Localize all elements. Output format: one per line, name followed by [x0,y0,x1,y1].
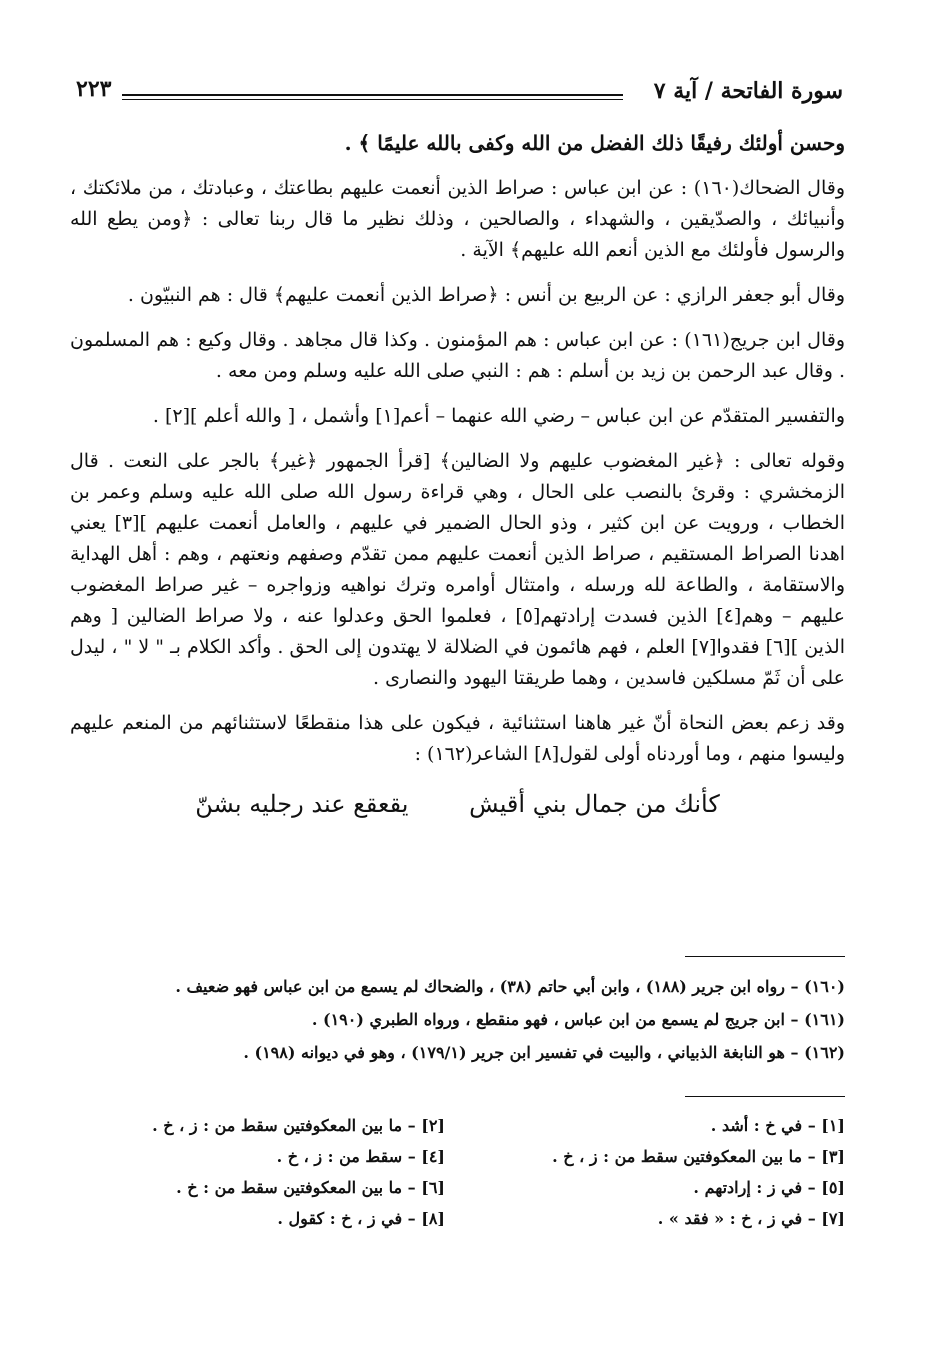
variant-note: [٨] – في ز ، خ : كقول . [277,1209,445,1228]
book-page [70,70,845,1270]
variant-note: [١] – في خ : أشد . [710,1116,845,1135]
variant-note: [٥] – في ز : إرادتهم . [693,1178,845,1197]
paragraph: وقال ابن جريج(١٦١) : عن ابن عباس : هم المؤمنون . وكذا قال مجاهد . وقال وكيع : هم المسلمون . وقال عبد الرحمن بن زيد بن أسلم : هم : النبي صلى الله عليه وسلم ومن معه . [70,329,845,382]
variant-note: [٤] – سقط من : ز ، خ . [276,1147,445,1166]
header-rule [122,94,623,96]
page-number: ٢٢٣ [76,76,112,102]
footnote-separator [685,956,845,957]
variant-note: [٦] – ما بين المعكوفتين سقط من : خ . [176,1178,445,1197]
variants-row [70,1141,845,1172]
footnote: (١٦٢) – هو النابغة الذبياني ، والبيت في تفسير ابن جرير (١٧٩/١) ، وهو في ديوانه (١٩٨) . [243,1043,845,1062]
variants-separator [685,1096,845,1097]
variant-note: [٢] – ما بين المعكوفتين سقط من : ز ، خ . [152,1116,445,1135]
footnote: (١٦٠) – رواه ابن جرير (١٨٨) ، وابن أبي حاتم (٣٨) ، والضحاك لم يسمع من ابن عباس فهو ضعيف . [175,977,845,996]
footnote: (١٦١) – ابن جريج لم يسمع من ابن عباس ، فهو منقطع ، ورواه الطبري (١٩٠) . [311,1010,845,1029]
paragraph: وقال أبو جعفر الرازي : عن الربيع بن أنس : ﴿صراط الذين أنعمت عليهم﴾ قال : هم النبيّون . [127,284,845,306]
manuscript-variants [70,1110,845,1234]
paragraph: وقال الضحاك(١٦٠) : عن ابن عباس : صراط الذين أنعمت عليهم بطاعتك ، وعبادتك ، من ملائكتك ، وأنبيائك ، والصدّيقين ، والشهداء ، والصالحين ، وذلك نظير ما قال ربنا تعالى : ﴿ومن يطع الله والرسول فأولئك مع الذين أنعم الله عليهم﴾ الآية . [70,177,846,261]
footnotes [70,970,845,1069]
paragraph: وقد زعم بعض النحاة أنّ غير هاهنا استثنائية ، فيكون على هذا منقطعًا لاستثنائهم من المنعم عليهم وليسوا منهم ، وما أوردناه أولى لقول[٨] الشاعر(١٦٢) : [70,712,845,765]
variant-note: [٣] – ما بين المعكوفتين سقط من : ز ، خ . [552,1147,845,1166]
paragraph: وقوله تعالى : ﴿غير المغضوب عليهم ولا الضالين﴾ [قرأ الجمهور ﴿غير﴾ بالجر على النعت . قال الزمخشري : وقرئ بالنصب على الحال ، وهي قراءة رسول الله صلى الله عليه وسلم وعمر بن الخطاب ، ورويت عن ابن كثير ، وذو الحال الضمير في عليهم ، والعامل أنعمت عليهم ][٣] يعني اهدنا الصراط المستقيم ، صراط الذين أنعمت عليهم ممن تقدّم وصفهم ونعتهم ، وهم : أهل الهداية والاستقامة ، والطاعة لله ورسله ، وامتثال أوامره وترك نواهيه وزواجره – غير صراط المغضوب عليهم – وهم[٤] الذين فسدت إرادتهم[٥] ، فعلموا الحق وعدلوا عنه ، ولا صراط الضالين [ وهم الذين ][٦] فقدوا[٧] العلم ، فهم هائمون في الضلالة لا يهتدون إلى الحق . وأكد الكلام بـ " لا " ، ليدل على أن ثَمّ مسلكين فاسدين ، وهما طريقتا اليهود والنصارى . [70,450,845,689]
variant-note: [٧] – في ز ، خ : « فقد » . [657,1209,845,1228]
variants-row [70,1203,845,1234]
surah-label: سورة الفاتحة / آية ٧ [653,78,843,104]
poem-verse [70,784,845,824]
page-header [70,70,845,114]
variants-row [70,1172,845,1203]
poem-hemistich: كأنك من جمال بني أقيش [469,790,720,818]
paragraph: والتفسير المتقدّم عن ابن عباس – رضي الله عنهما – أعم[١] وأشمل ، [ والله أعلم ][٢] . [152,405,845,427]
paragraph: وحسن أولئك رفيقًا ذلك الفضل من الله وكفى بالله عليمًا ﴾ . [344,131,845,155]
poem-hemistich: يقعقع عند رجليه بشنّ [195,790,409,818]
main-text [70,128,845,842]
header-rule-thin [122,99,623,100]
variants-row [70,1110,845,1141]
